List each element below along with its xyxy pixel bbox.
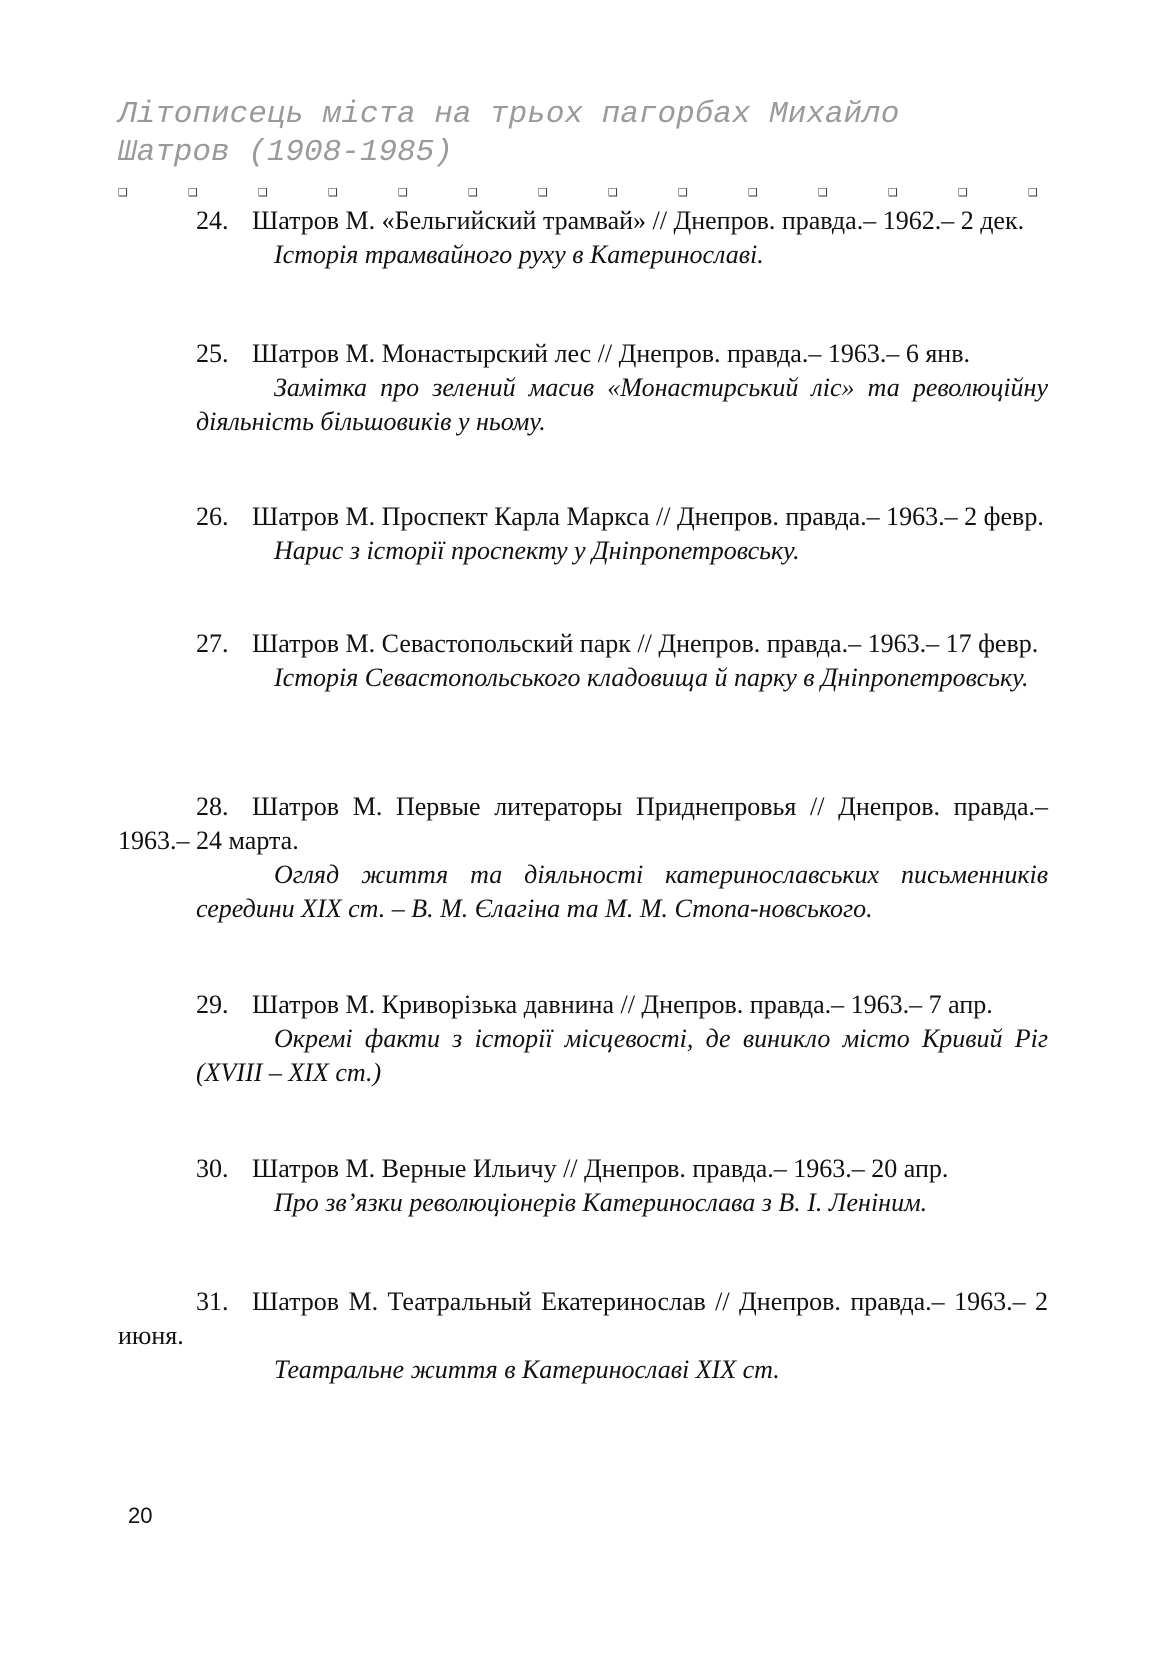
- entry-citation-text: Шатров М. Монастырский лес // Днепров. правда.– 1963.– 6 янв.: [252, 339, 970, 368]
- entry-number: 31.: [196, 1287, 229, 1316]
- entry-citation-text: Шатров М. «Бельгийский трамвай» // Днепров. правда.– 1962.– 2 дек.: [252, 206, 1025, 235]
- bullet-icon: ❑: [398, 186, 408, 199]
- entry-citation-text: Шатров М. Криворізька давнина // Днепров. правда.– 1963.– 7 апр.: [252, 990, 993, 1019]
- entry-annotation: Історія Севастопольського кладовища й парку в Дніпропетровську.: [274, 663, 1029, 692]
- bibliography-entry: [118, 1152, 1048, 1220]
- entry-citation: [118, 627, 1048, 661]
- entry-annotation: Огляд життя та діяльності катеринославських письменників середини XIX ст. – В. М. Єлагіна та М. М. Стопа-новського.: [196, 860, 1048, 923]
- entry-annotation: Окремі факти з історії місцевості, де виникло місто Кривий Ріг (XVIII – XIX ст.): [196, 1024, 1048, 1087]
- bullet-icon: ❑: [258, 186, 268, 199]
- bullet-icon: ❑: [958, 186, 968, 199]
- entry-citation-text: Шатров М. Севастопольский парк // Днепров. правда.– 1963.– 17 февр.: [252, 629, 1039, 658]
- running-header: Літописець міста на трьох пагорбах Михайло Шатров (1908-1985): [118, 97, 900, 170]
- entry-citation: [118, 337, 1048, 371]
- entry-citation: [118, 790, 1048, 858]
- bullet-icon: ❑: [538, 186, 548, 199]
- entry-annotation: Замітка про зелений масив «Монастирський ліс» та революційну діяльність більшовиків у ньому.: [196, 373, 1048, 436]
- bullet-icon: ❑: [188, 186, 198, 199]
- page-number: 20: [128, 1503, 153, 1528]
- bullet-icon: ❑: [888, 186, 898, 199]
- entry-number: 30.: [196, 1154, 229, 1183]
- entry-annotation: Театральне життя в Катеринославі XIX ст.: [274, 1355, 780, 1384]
- entry-annotation: Нарис з історії проспекту у Дніпропетровську.: [274, 536, 800, 565]
- bibliography-entry: [118, 337, 1048, 439]
- bullet-icon: ❑: [118, 186, 128, 199]
- entry-number: 24.: [196, 206, 229, 235]
- entry-number: 28.: [196, 792, 229, 821]
- entry-number: 27.: [196, 629, 229, 658]
- bullet-icon: ❑: [328, 186, 338, 199]
- entry-citation: [118, 988, 1048, 1022]
- entry-citation-text: Шатров М. Верные Ильичу // Днепров. правда.– 1963.– 20 апр.: [252, 1154, 949, 1183]
- bullet-icon: ❑: [468, 186, 478, 199]
- entry-citation: [118, 1285, 1048, 1353]
- entry-annotation: Про зв’язки революціонерів Катеринослава з В. І. Леніним.: [274, 1188, 928, 1217]
- entry-citation-text: Шатров М. Первые литераторы Приднепровья // Днепров. правда.– 1963.– 24 марта.: [118, 792, 1048, 855]
- entry-citation: [118, 1152, 1048, 1186]
- entry-citation-text: Шатров М. Театральный Екатеринослав // Днепров. правда.– 1963.– 2 июня.: [118, 1287, 1048, 1350]
- entry-citation: [118, 204, 1048, 238]
- bibliography-entry: [118, 204, 1048, 272]
- entry-number: 29.: [196, 990, 229, 1019]
- entry-number: 25.: [196, 339, 229, 368]
- entry-citation-text: Шатров М. Проспект Карла Маркса // Днепров. правда.– 1963.– 2 февр.: [252, 502, 1044, 531]
- entry-number: 26.: [196, 502, 229, 531]
- bullet-icon: ❑: [748, 186, 758, 199]
- bibliography-entry: [118, 988, 1048, 1090]
- bullet-icon: ❑: [1028, 186, 1038, 199]
- entry-annotation: Історія трамвайного руху в Катеринославі.: [274, 240, 764, 269]
- bullet-icon: ❑: [678, 186, 688, 199]
- bibliography-entry: [118, 1285, 1048, 1387]
- bullet-icon: ❑: [818, 186, 828, 199]
- bibliography-entry: [118, 500, 1048, 568]
- bullet-divider: [118, 186, 1038, 200]
- bibliography-entry: [118, 627, 1048, 695]
- entry-citation: [118, 500, 1048, 534]
- bullet-icon: ❑: [608, 186, 618, 199]
- bibliography-entry: [118, 790, 1048, 926]
